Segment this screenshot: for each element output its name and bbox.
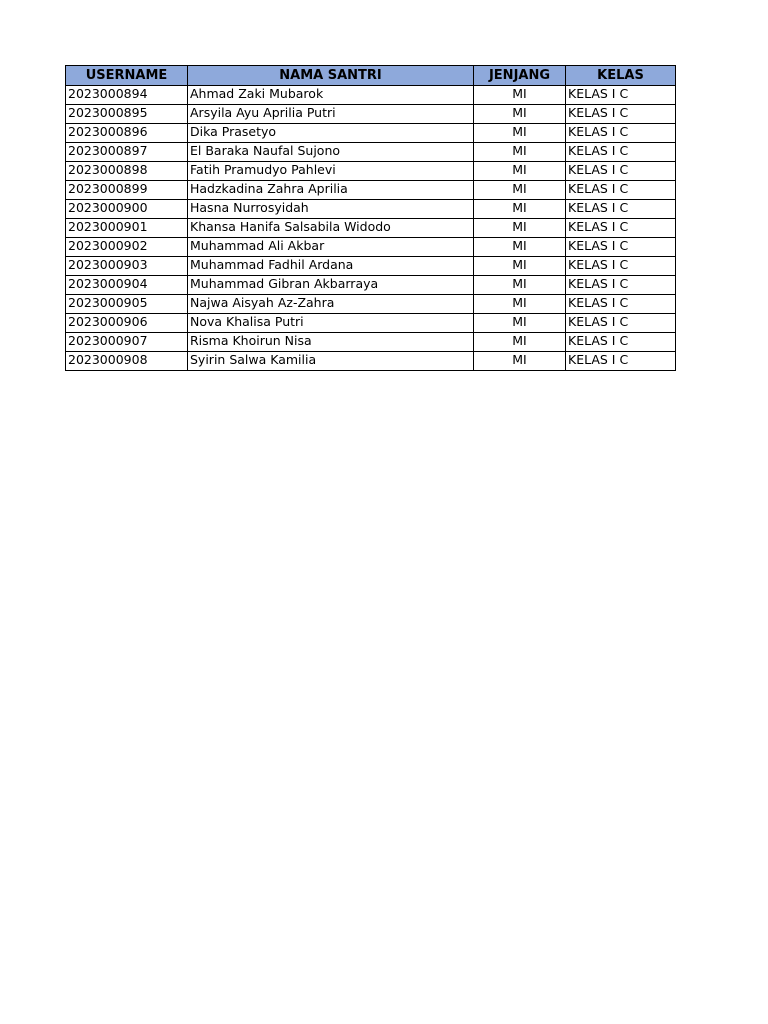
- cell-kelas: KELAS I C: [566, 238, 676, 257]
- table-row: [66, 219, 676, 238]
- cell-jenjang: MI: [474, 295, 566, 314]
- cell-username: 2023000907: [66, 333, 188, 352]
- cell-nama-santri: Hasna Nurrosyidah: [188, 200, 474, 219]
- cell-username: 2023000895: [66, 105, 188, 124]
- cell-nama-santri: Dika Prasetyo: [188, 124, 474, 143]
- cell-nama-santri: Fatih Pramudyo Pahlevi: [188, 162, 474, 181]
- cell-username: 2023000900: [66, 200, 188, 219]
- table-row: [66, 162, 676, 181]
- table-row: [66, 276, 676, 295]
- table-row: [66, 124, 676, 143]
- cell-nama-santri: El Baraka Naufal Sujono: [188, 143, 474, 162]
- cell-username: 2023000904: [66, 276, 188, 295]
- cell-kelas: KELAS I C: [566, 314, 676, 333]
- cell-username: 2023000908: [66, 352, 188, 371]
- cell-nama-santri: Arsyila Ayu Aprilia Putri: [188, 105, 474, 124]
- header-row: [66, 66, 676, 86]
- table-row: [66, 238, 676, 257]
- cell-kelas: KELAS I C: [566, 219, 676, 238]
- cell-username: 2023000894: [66, 86, 188, 105]
- cell-username: 2023000903: [66, 257, 188, 276]
- cell-username: 2023000897: [66, 143, 188, 162]
- cell-jenjang: MI: [474, 238, 566, 257]
- cell-kelas: KELAS I C: [566, 181, 676, 200]
- cell-jenjang: MI: [474, 124, 566, 143]
- cell-kelas: KELAS I C: [566, 352, 676, 371]
- cell-nama-santri: Syirin Salwa Kamilia: [188, 352, 474, 371]
- cell-jenjang: MI: [474, 333, 566, 352]
- cell-kelas: KELAS I C: [566, 124, 676, 143]
- cell-username: 2023000905: [66, 295, 188, 314]
- cell-kelas: KELAS I C: [566, 86, 676, 105]
- header-nama-santri: NAMA SANTRI: [188, 66, 474, 86]
- table-row: [66, 257, 676, 276]
- table-row: [66, 86, 676, 105]
- cell-jenjang: MI: [474, 181, 566, 200]
- santri-table: [65, 65, 676, 371]
- table-row: [66, 352, 676, 371]
- cell-kelas: KELAS I C: [566, 333, 676, 352]
- cell-jenjang: MI: [474, 200, 566, 219]
- table-row: [66, 314, 676, 333]
- cell-nama-santri: Muhammad Fadhil Ardana: [188, 257, 474, 276]
- table-body: [66, 86, 676, 371]
- cell-nama-santri: Muhammad Ali Akbar: [188, 238, 474, 257]
- cell-username: 2023000901: [66, 219, 188, 238]
- cell-jenjang: MI: [474, 105, 566, 124]
- table-row: [66, 143, 676, 162]
- cell-kelas: KELAS I C: [566, 295, 676, 314]
- cell-jenjang: MI: [474, 162, 566, 181]
- cell-kelas: KELAS I C: [566, 105, 676, 124]
- table-row: [66, 105, 676, 124]
- cell-kelas: KELAS I C: [566, 200, 676, 219]
- cell-jenjang: MI: [474, 314, 566, 333]
- cell-nama-santri: Muhammad Gibran Akbarraya: [188, 276, 474, 295]
- cell-username: 2023000899: [66, 181, 188, 200]
- header-jenjang: JENJANG: [474, 66, 566, 86]
- table-row: [66, 200, 676, 219]
- cell-jenjang: MI: [474, 219, 566, 238]
- cell-nama-santri: Risma Khoirun Nisa: [188, 333, 474, 352]
- cell-username: 2023000902: [66, 238, 188, 257]
- table-row: [66, 181, 676, 200]
- cell-kelas: KELAS I C: [566, 162, 676, 181]
- header-username: USERNAME: [66, 66, 188, 86]
- cell-nama-santri: Najwa Aisyah Az-Zahra: [188, 295, 474, 314]
- header-kelas: KELAS: [566, 66, 676, 86]
- cell-username: 2023000898: [66, 162, 188, 181]
- cell-nama-santri: Nova Khalisa Putri: [188, 314, 474, 333]
- cell-jenjang: MI: [474, 352, 566, 371]
- cell-nama-santri: Hadzkadina Zahra Aprilia: [188, 181, 474, 200]
- cell-kelas: KELAS I C: [566, 276, 676, 295]
- cell-jenjang: MI: [474, 276, 566, 295]
- cell-kelas: KELAS I C: [566, 257, 676, 276]
- cell-username: 2023000906: [66, 314, 188, 333]
- cell-jenjang: MI: [474, 86, 566, 105]
- cell-jenjang: MI: [474, 257, 566, 276]
- cell-kelas: KELAS I C: [566, 143, 676, 162]
- table-row: [66, 333, 676, 352]
- cell-nama-santri: Khansa Hanifa Salsabila Widodo: [188, 219, 474, 238]
- table-header: [66, 66, 676, 86]
- cell-username: 2023000896: [66, 124, 188, 143]
- cell-jenjang: MI: [474, 143, 566, 162]
- cell-nama-santri: Ahmad Zaki Mubarok: [188, 86, 474, 105]
- table-row: [66, 295, 676, 314]
